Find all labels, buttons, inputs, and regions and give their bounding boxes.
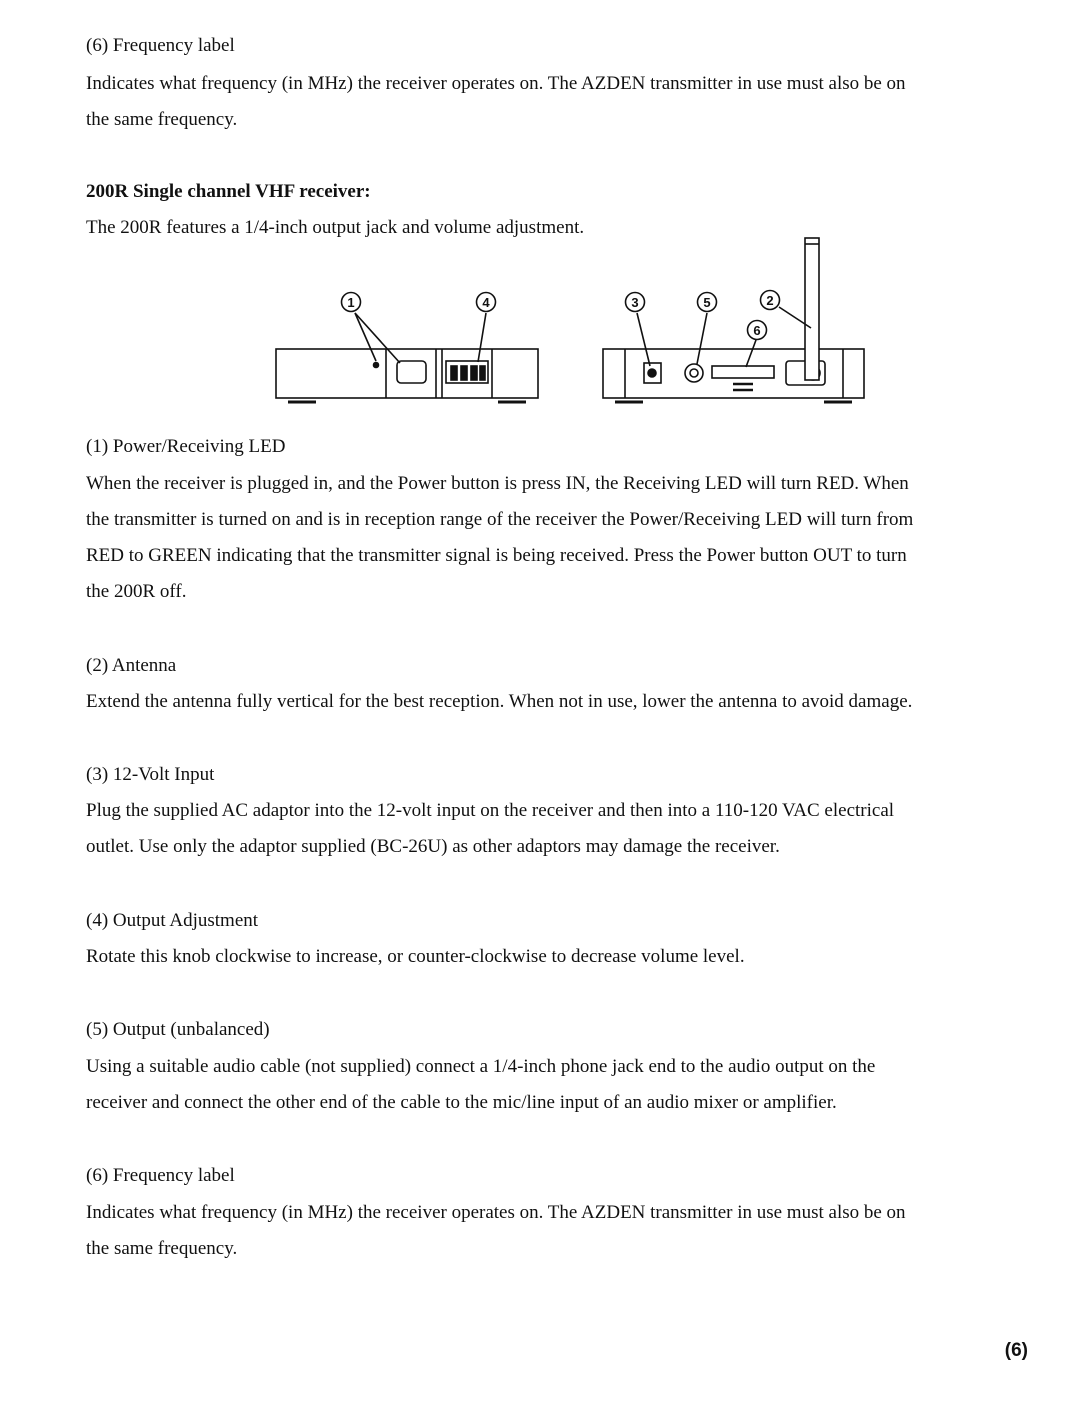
callout-leader-6 — [746, 340, 756, 367]
antenna — [805, 238, 819, 380]
body-line: Indicates what frequency (in MHz) the receiver operates on. The AZDEN transmitter in use must also be on — [86, 1202, 906, 1223]
power-button — [397, 361, 426, 383]
receiver-diagram — [0, 0, 1085, 420]
body-line: the 200R off. — [86, 581, 187, 602]
callout-label-3: 3 — [631, 295, 639, 310]
body-line: RED to GREEN indicating that the transmitter signal is being received. Press the Power button OUT to turn — [86, 545, 907, 566]
body-line: the transmitter is turned on and is in reception range of the receiver the Power/Receiving LED will turn from — [86, 509, 914, 530]
body-line: receiver and connect the other end of the cable to the mic/line input of an audio mixer or amplifier. — [86, 1092, 837, 1113]
volume-knob-rib — [461, 366, 467, 380]
receiver-title: 200R Single channel VHF receiver: — [86, 181, 371, 202]
callout-label-5: 5 — [703, 295, 711, 310]
callout-label-6: 6 — [753, 323, 761, 338]
section-heading-frequency-label: (6) Frequency label — [86, 1165, 235, 1186]
callout-leader-4 — [478, 313, 486, 362]
body-line: Indicates what frequency (in MHz) the receiver operates on. The AZDEN transmitter in use must also be on — [86, 73, 906, 94]
led-indicator — [374, 363, 379, 368]
output-jack — [685, 364, 703, 382]
body-line: Using a suitable audio cable (not supplied) connect a 1/4-inch phone jack end to the audio output on the — [86, 1056, 876, 1077]
page-number: (6) — [1004, 1340, 1028, 1361]
section-heading-frequency-label-top: (6) Frequency label — [86, 35, 235, 56]
dc-input-pin — [648, 369, 656, 377]
body-line: the same frequency. — [86, 109, 238, 130]
receiver-intro: The 200R features a 1/4-inch output jack and volume adjustment. — [86, 217, 585, 238]
callout-label-1: 1 — [347, 295, 355, 310]
body-line: outlet. Use only the adaptor supplied (BC-26U) as other adaptors may damage the receiver. — [86, 836, 780, 857]
body-line: Rotate this knob clockwise to increase, or counter-clockwise to decrease volume level. — [86, 946, 745, 967]
callout-leader-5 — [697, 313, 707, 364]
callout-label-4: 4 — [482, 295, 490, 310]
section-heading-12-volt-input: (3) 12-Volt Input — [86, 764, 215, 785]
output-jack-inner — [690, 369, 698, 377]
front-panel-drawing — [276, 293, 538, 403]
body-line: When the receiver is plugged in, and the Power button is press IN, the Receiving LED will turn RED. When — [86, 473, 909, 494]
body-line: the same frequency. — [86, 1238, 238, 1259]
volume-knob-rib — [471, 366, 477, 380]
section-heading-antenna: (2) Antenna — [86, 655, 177, 676]
front-panel-body — [276, 349, 538, 398]
rear-panel-drawing — [603, 238, 864, 402]
section-heading-output-unbalanced: (5) Output (unbalanced) — [86, 1019, 270, 1040]
body-line: Plug the supplied AC adaptor into the 12-volt input on the receiver and then into a 110-120 VAC electrical — [86, 800, 895, 821]
frequency-label — [712, 366, 774, 378]
section-heading-power-led: (1) Power/Receiving LED — [86, 436, 286, 457]
section-heading-output-adjustment: (4) Output Adjustment — [86, 910, 259, 931]
volume-knob-rib — [451, 366, 457, 380]
callout-leader-3 — [637, 313, 650, 366]
callout-leader-1 — [355, 313, 376, 361]
callout-leader-1 — [355, 313, 400, 363]
volume-knob-rib — [480, 366, 485, 380]
callout-label-2: 2 — [766, 293, 774, 308]
body-line: Extend the antenna fully vertical for the best reception. When not in use, lower the antenna to avoid damage. — [86, 691, 913, 712]
